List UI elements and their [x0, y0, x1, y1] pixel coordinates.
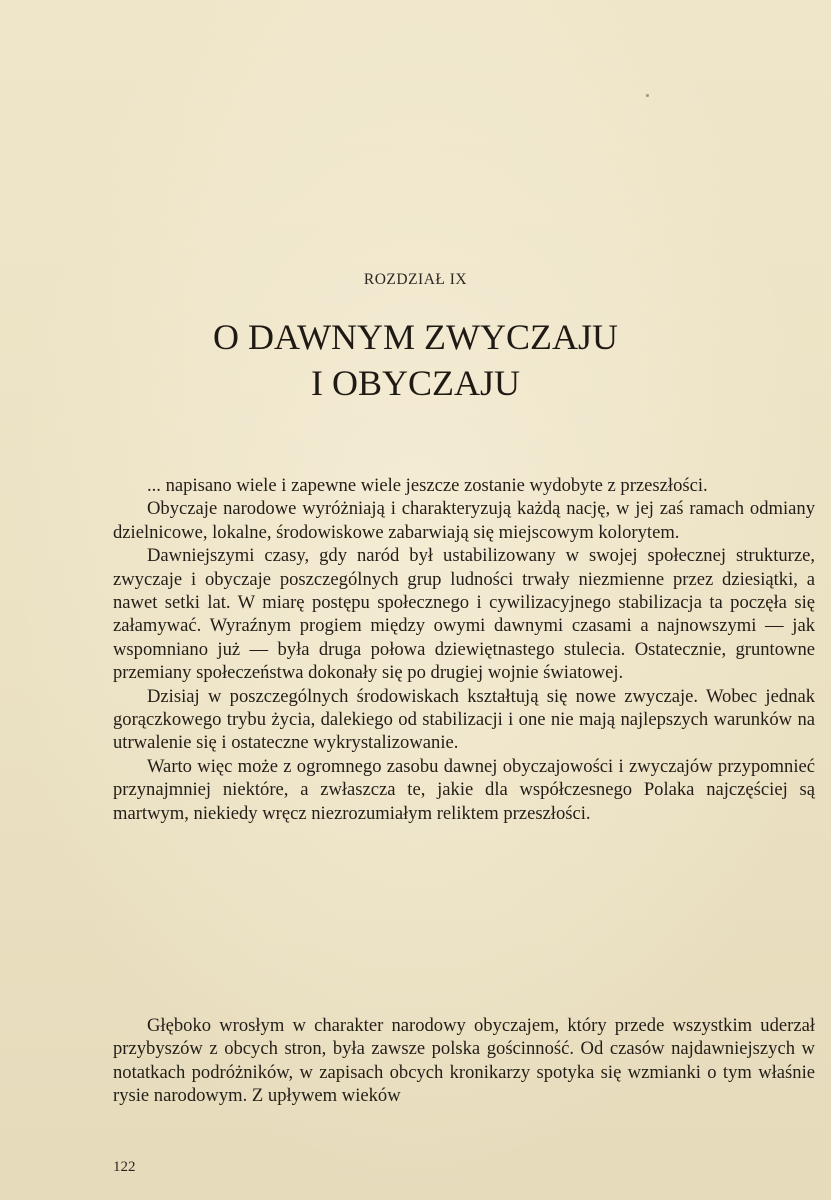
chapter-title-line-2: I OBYCZAJU: [310, 363, 520, 403]
paper-speck: [646, 94, 649, 97]
paragraph-1: ... napisano wiele i zapewne wiele jeszcze zostanie wydobyte z przeszłości.: [147, 475, 708, 496]
paragraph-2: Obyczaje narodowe wyróżniają i charakteryzują każdą nację, w jej zaś ramach odmiany dzielnicowe, lokalne, środowiskowe zabarwiają się miejscowym kolorytem.: [113, 498, 815, 543]
paragraph-5: Warto więc może z ogromnego zasobu dawnej obyczajowości i zwyczajów przypomnieć przynajmniej niektóre, a zwłaszcza te, jakie dla współczesnego Polaka najczęściej są martwym, niekiedy wręcz niezrozumiałym reliktem przeszłości.: [113, 755, 815, 824]
body-text-block-2: [113, 1014, 815, 1108]
paragraph-6: Głęboko wrosłym w charakter narodowy obyczajem, który przede wszystkim uderzał przybyszów z obcych stron, była zawsze polska gościnność. Od czasów najdawniejszych w notatkach podróżników, w zapisach obcych kronikarzy spotyka się wzmianki o tym właśnie rysie narodowym. Z upływem wieków: [113, 1015, 815, 1107]
body-text-block-1: [113, 474, 815, 825]
page-number: 122: [113, 1159, 136, 1175]
paragraph-3: Dawniejszymi czasy, gdy naród był ustabilizowany w swojej społecznej strukturze, zwyczaje i obyczaje poszczególnych grup ludności trwały niezmienne przez dziesiątki, a nawet setki lat. W miarę postępu społecznego i cywilizacyjnego stabilizacja ta poczęła się załamywać. Wyraźnym progiem między owymi dawnymi czasami a najnowszymi — jak wspomniano już — była druga połowa dziewiętnastego stulecia. Ostatecznie, gruntowne przemiany społeczeństwa dokonały się po drugiej wojnie światowej.: [113, 545, 815, 684]
chapter-label: ROZDZIAŁ IX: [363, 271, 468, 288]
chapter-title: [0, 314, 831, 406]
chapter-title-line-1: O DAWNYM ZWYCZAJU: [212, 317, 619, 357]
paragraph-4: Dzisiaj w poszczególnych środowiskach kształtują się nowe zwyczaje. Wobec jednak gorączkowego trybu życia, dalekiego od stabilizacji i one nie mają najlepszych warunków na utrwalenie się i ostateczne wykrystalizowanie.: [113, 685, 815, 754]
